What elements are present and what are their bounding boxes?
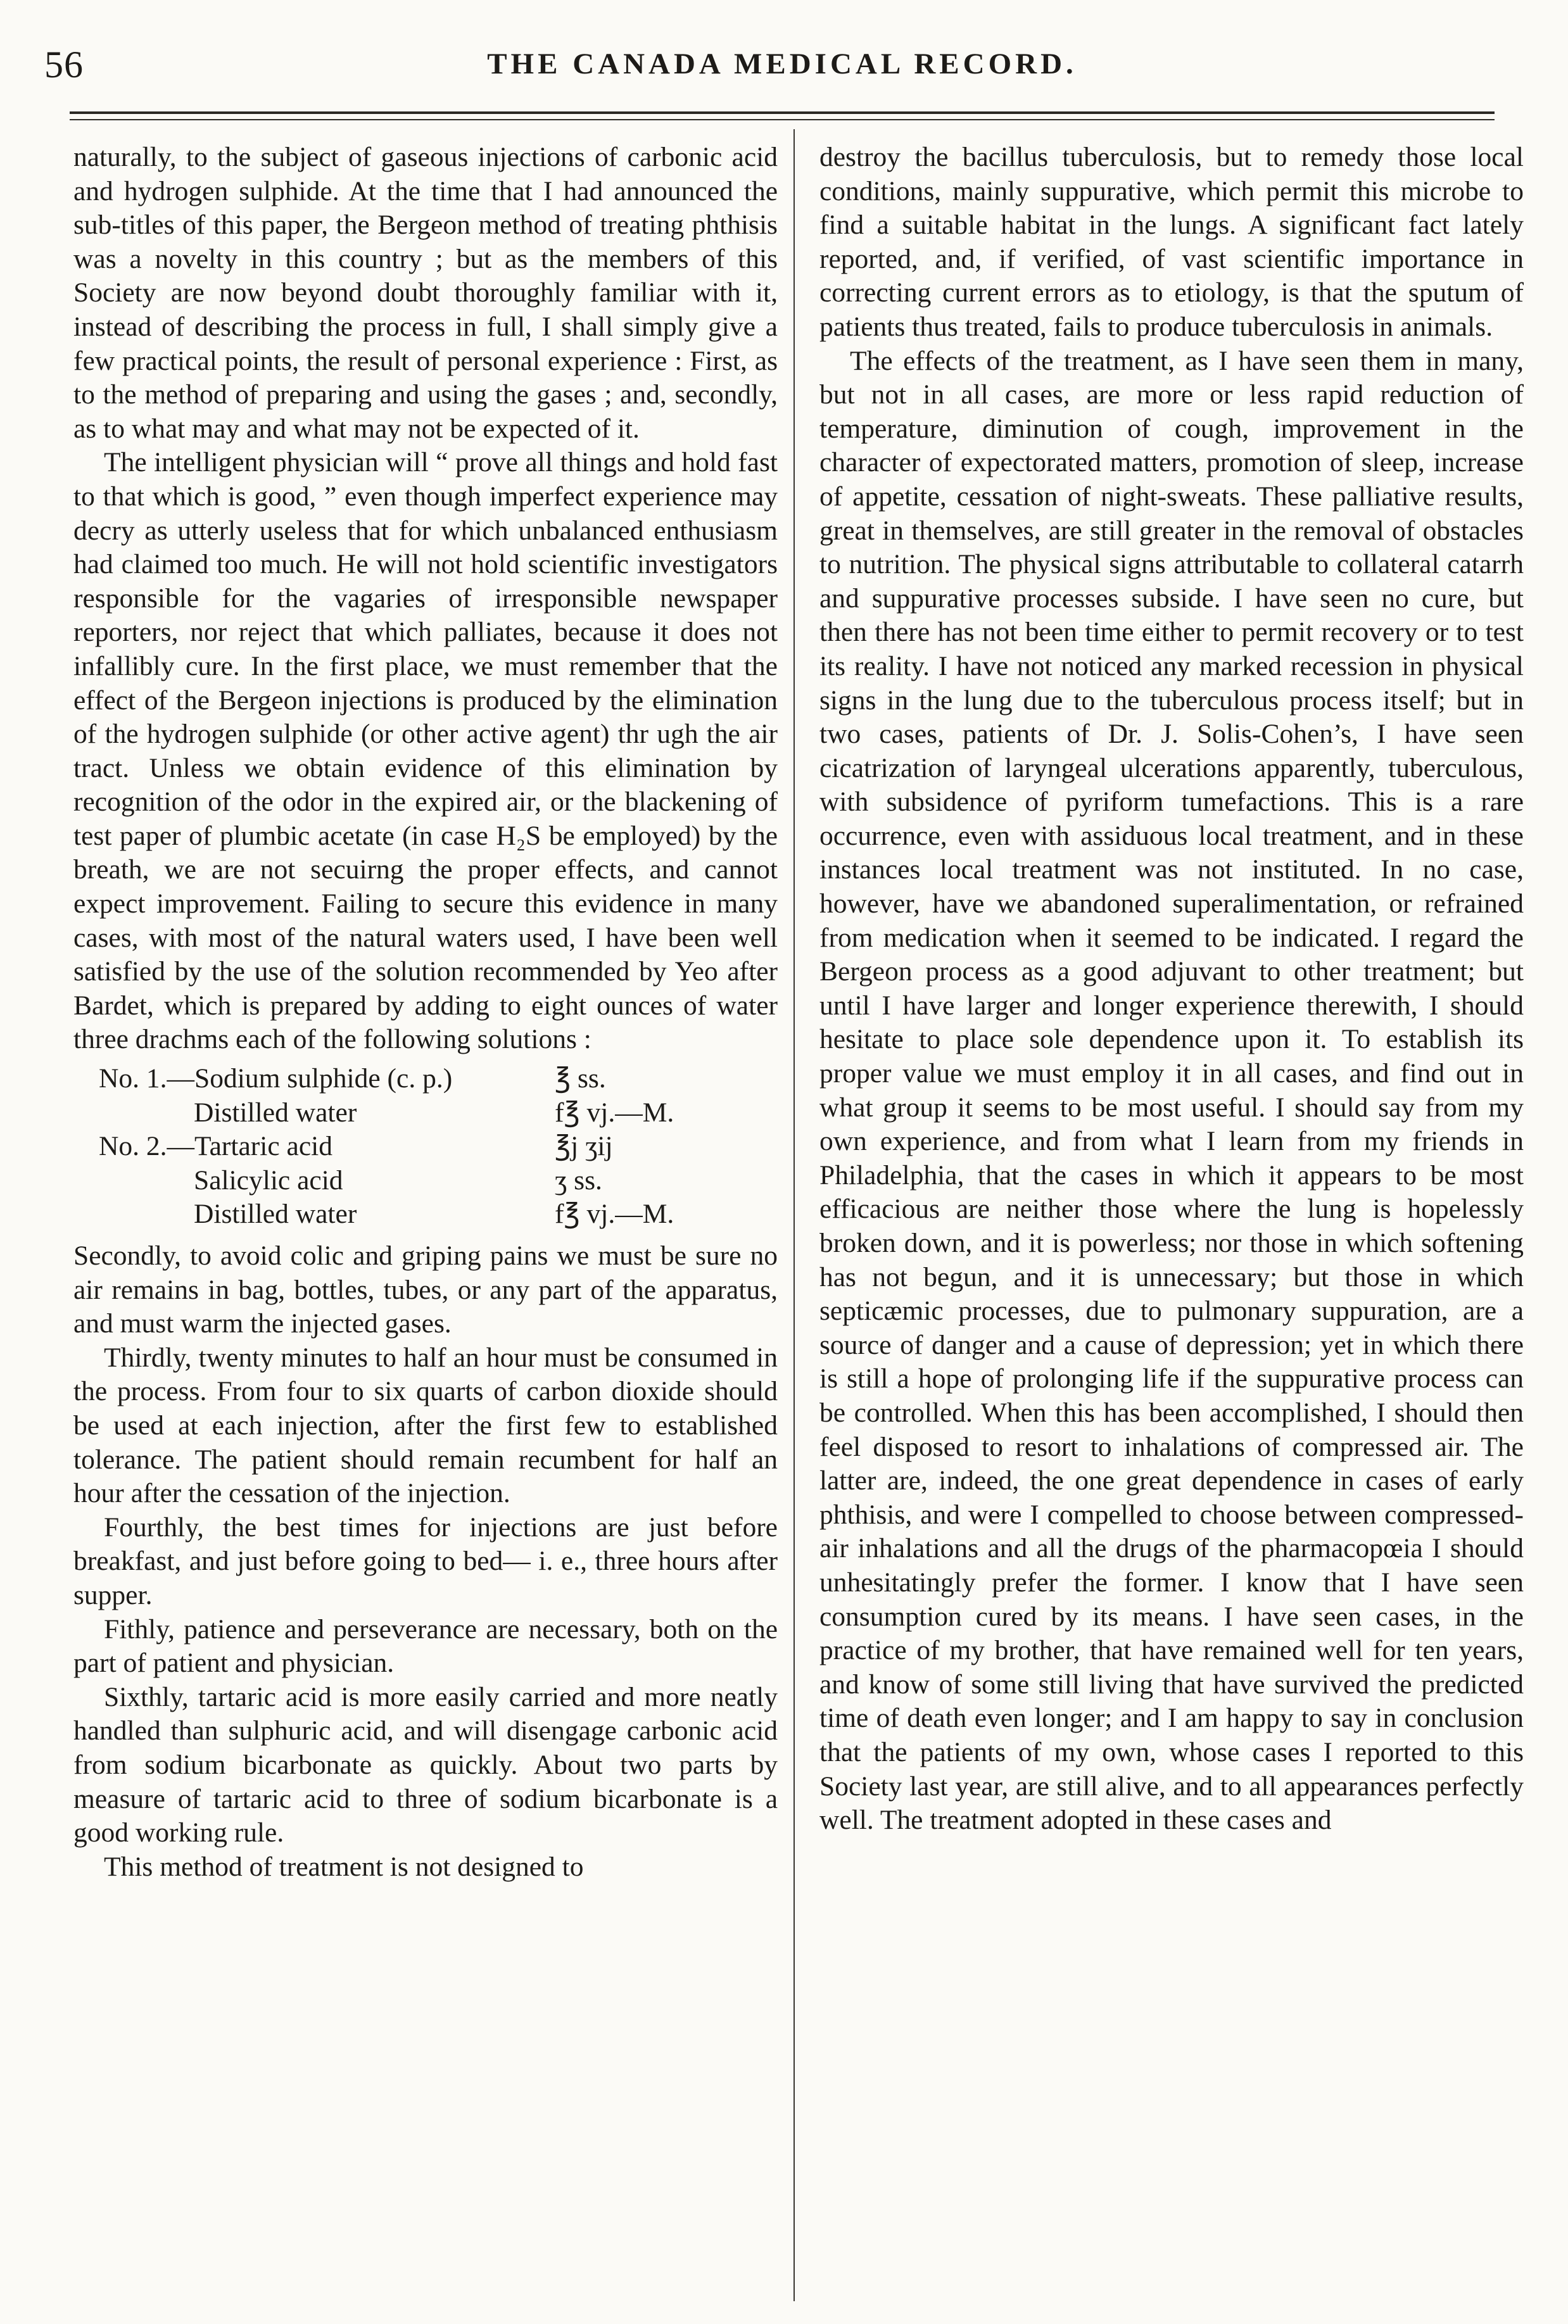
left-paragraph-1: naturally, to the subject of gaseous injections of carbonic acid and hydrogen sulphide. At the time that I had announced the sub-titles of this paper, the Bergeon method of treating phthisis was a novelty in this country ; but as the members of this Society are now beyond doubt thoroughly familiar with it, instead of describing the process in full, I shall simply give a few practical points, the result of personal experience : First, as to the method of preparing and using the gases ; and, secondly, as to what may and what may not be expected of it. <box>73 142 778 444</box>
formula-quantity: f℥ vj.—M. <box>555 1199 674 1230</box>
header-rule-thin <box>70 119 1495 120</box>
column-divider <box>793 129 795 2301</box>
running-title: THE CANADA MEDICAL RECORD. <box>487 47 1077 80</box>
formula-quantity: ʒ ss. <box>555 1165 602 1196</box>
prescription-formula <box>73 1062 778 1232</box>
right-column <box>819 141 1524 1838</box>
left-column <box>73 141 778 1884</box>
formula-quantity: f℥ vj.—M. <box>555 1097 674 1128</box>
left-paragraph-secondly: Secondly, to avoid colic and griping pains we must be sure no air remains in bag, bottles, tubes, or any part of the apparatus, and must warm the injected gases. <box>73 1241 778 1339</box>
formula-ingredient: Distilled water <box>194 1097 357 1128</box>
header-rule <box>70 111 1495 114</box>
left-paragraph-thirdly: Thirdly, twenty minutes to half an hour must be consumed in the process. From four to six quarts of carbon dioxide should be used at each injection, after the first few to established tolerance. The patient should remain recumbent for half an hour after the cessation of the injection. <box>73 1342 778 1509</box>
formula-row <box>73 1096 778 1130</box>
formula-quantity: ℥j ʒij <box>555 1131 613 1162</box>
formula-ingredient: Distilled water <box>194 1199 357 1230</box>
right-paragraph-1: destroy the bacillus tuberculosis, but to remedy those local conditions, mainly suppurative, which permit this microbe to find a suitable habitat in the lungs. A significant fact lately reported, and, if verified, of vast scientific importance in correcting current errors as to etiology, is that the sputum of patients thus treated, fails to produce tuberculosis in animals. <box>819 142 1524 342</box>
page-number: 56 <box>44 44 84 85</box>
formula-ingredient: No. 2.—Tartaric acid <box>99 1131 332 1162</box>
formula-ingredient: No. 1.—Sodium sulphide (c. p.) <box>99 1063 453 1094</box>
formula-row <box>73 1062 778 1096</box>
formula-row <box>73 1130 778 1164</box>
formula-ingredient: Salicylic acid <box>194 1165 343 1196</box>
left-paragraph-final: This method of treatment is not designed to <box>104 1851 584 1882</box>
left-paragraph-sixthly: Sixthly, tartaric acid is more easily carried and more neatly handled than sulphuric acid, and will disengage carbonic acid from sodium bicarbonate as quickly. About two parts by measure of tartaric acid to three of sodium bicarbonate is a good working rule. <box>73 1681 778 1848</box>
formula-row <box>73 1197 778 1232</box>
left-paragraph-fourthly: Fourthly, the best times for injections are just before breakfast, and just before going to bed— i. e., three hours after supper. <box>73 1512 778 1610</box>
left-paragraph-2: The intelligent physician will “ prove all things and hold fast to that which is good, ” even though imperfect experience may decry as utterly useless that for which unbalanced enthusiasm had claimed too much. He will not hold scientific investigators responsible for the vagaries of irresponsible newspaper reporters, nor reject that which palliates, because it does not infallibly cure. In the first place, we must remember that the effect of the Bergeon injections is produced by the elimination of the hydrogen sulphide (or other active agent) thr ugh the air tract. Unless we obtain evidence of this elimination by recognition of the odor in the expired air, or the blackening of test paper of plumbic acetate (in case H₂S be employed) by the breath, we are not secuirng the proper effects, and cannot expect improvement. Failing to secure this evidence in many cases, with most of the natural waters used, I have been well satisfied by the use of the solution recommended by Yeo after Bardet, which is prepared by adding to eight ounces of water three drachms each of the following solutions : <box>73 447 778 1055</box>
page-header <box>44 43 1520 113</box>
left-paragraph-fifthly: Fithly, patience and perseverance are necessary, both on the part of patient and physician. <box>73 1614 778 1679</box>
formula-row <box>73 1164 778 1198</box>
formula-quantity: ℥ ss. <box>555 1063 606 1094</box>
right-paragraph-2: The effects of the treatment, as I have seen them in many, but not in all cases, are more or less rapid reduction of temperature, diminution of cough, improvement in the character of expectorated matters, promotion of sleep, increase of appetite, cessation of night-sweats. These palliative results, great in themselves, are still greater in the removal of obstacles to nutrition. The physical signs attributable to collateral catarrh and suppurative processes subside. I have seen no cure, but then there has not been time either to permit recovery or to test its reality. I have not noticed any marked recession in physical signs in the lung due to the tuberculous process itself; but in two cases, patients of Dr. J. Solis-Cohen’s, I have seen cicatrization of laryngeal ulcerations apparently, tuberculous, with subsidence of pyriform tumefactions. This is a rare occurrence, even with assiduous local treatment, and in these instances local treatment was not instituted. In no case, however, have we abandoned superalimentation, or refrained from medication when it seemed to be indicated. I regard the Bergeon process as a good adjuvant to other treatment; but until I have larger and longer experience therewith, I should hesitate to place sole dependence upon it. To establish its proper value we must employ it in all cases, and find out in what group it seems to be most useful. I should say from my own experience, and from what I learn from my friends in Philadelphia, that the cases in which it appears to be most efficacious are neither those where the lung is hopelessly broken down, and it is powerless; nor those in which softening has not begun, and it is unnecessary; but those in which septicæmic processes, due to pulmonary suppuration, are a source of danger and a cause of depression; yet in which there is still a hope of prolonging life if the suppurative process can be controlled. When this has been accomplished, I should then feel disposed to resort to inhalations of compressed air. The latter are, indeed, the one great dependence in cases of early phthisis, and were I compelled to choose between compressed-air inhalations and all the drugs of the pharmacopœia I should unhesitatingly prefer the former. I know that I have seen consumption cured by its means. I have seen cases, in the practice of my brother, that have remained well for ten years, and know of some still living that have survived the predicted time of death even longer; and I am happy to say in conclusion that the patients of my own, whose cases I reported to this Society last year, are still alive, and to all appearances perfectly well. The treatment adopted in these cases and <box>819 345 1524 1836</box>
